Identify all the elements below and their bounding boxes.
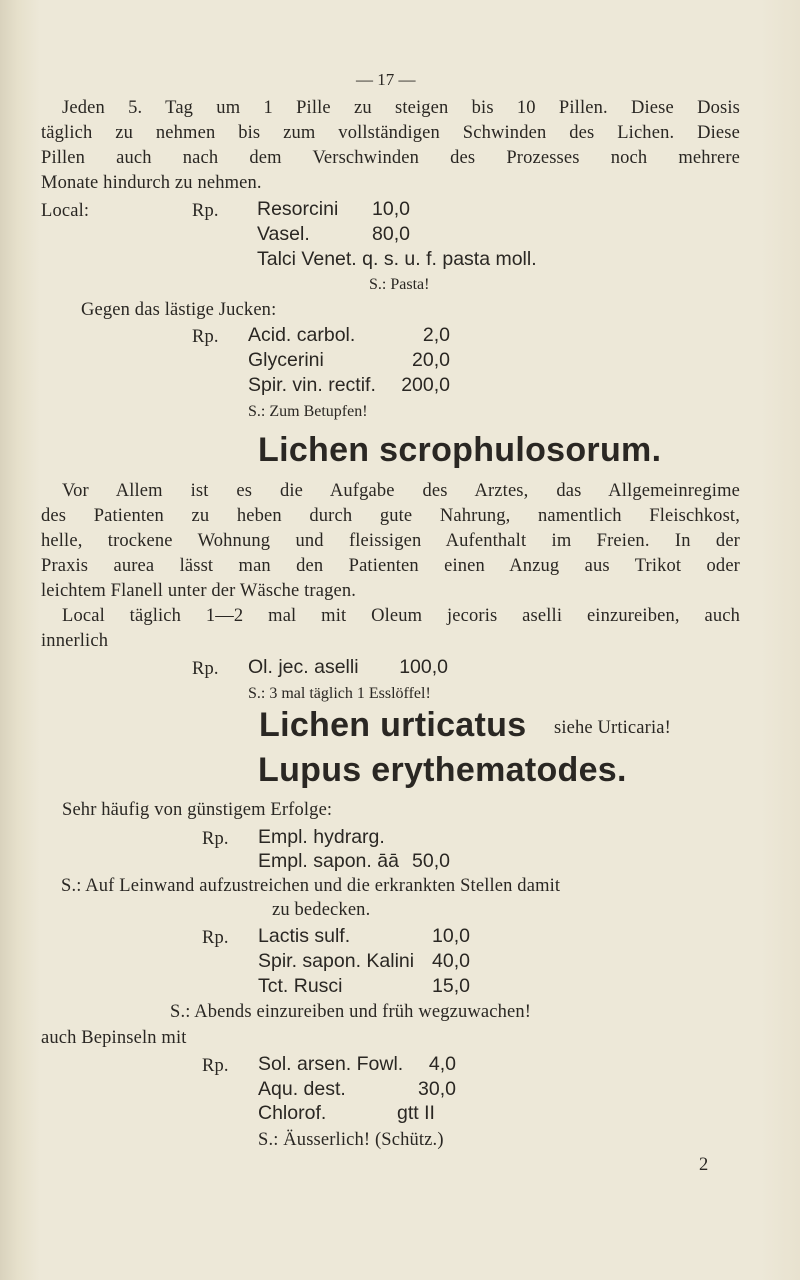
- rx1-item-amount: 10,0: [372, 198, 410, 220]
- intro-line-2: täglich zu nehmen bis zum vollständigen Schwinden des Lichen. Diese: [41, 123, 740, 143]
- rx2-item-name: Spir. vin. rectif.: [248, 374, 376, 396]
- rx4-item-name: Empl. hydrarg.: [258, 826, 385, 848]
- rx5-item-amount: 40,0: [432, 950, 470, 972]
- local-label: Local:: [41, 201, 90, 221]
- auch-line: auch Bepinseln mit: [41, 1028, 187, 1048]
- rx3-sig: S.: 3 mal täglich 1 Esslöffel!: [248, 685, 431, 702]
- rx5-sig: S.: Abends einzureiben und früh wegzuwachen!: [170, 1002, 532, 1022]
- rx5-item-name: Tct. Rusci: [258, 975, 343, 997]
- para3-line-2: innerlich: [41, 631, 109, 651]
- rx5-item-name: Spir. sapon. Kalini: [258, 950, 415, 972]
- rx6-item-name: Aqu. dest.: [258, 1078, 346, 1100]
- rx5-item-amount: 15,0: [432, 975, 470, 997]
- rx2-item-amount: 200,0: [401, 374, 450, 396]
- rx5-item-name: Lactis sulf.: [258, 925, 351, 947]
- rx6-sig: S.: Äusserlich! (Schütz.): [258, 1130, 444, 1150]
- para2-line-4: Praxis aurea lässt man den Patienten einen Anzug aus Trikot oder: [41, 556, 740, 576]
- rx3-rp: Rp.: [192, 659, 219, 679]
- rx6-rp: Rp.: [202, 1056, 229, 1076]
- rx1-item-name: Resorcini: [257, 198, 339, 220]
- heading-lichen-urticatus: Lichen urticatus: [259, 706, 527, 744]
- rx5-rp: Rp.: [202, 928, 229, 948]
- rx4-item-name: Empl. sapon. āā: [258, 850, 399, 872]
- intro-line-1: Jeden 5. Tag um 1 Pille zu steigen bis 10 Pillen. Diese Dosis: [62, 98, 740, 118]
- rx4-rp: Rp.: [202, 829, 229, 849]
- rx1-item-name: Vasel.: [257, 223, 310, 245]
- rx6-item-amount: gtt II: [397, 1102, 435, 1124]
- rx2-item-name: Glycerini: [248, 349, 324, 371]
- rx6-item-amount: 30,0: [418, 1078, 456, 1100]
- para3-line-1: Local täglich 1—2 mal mit Oleum jecoris aselli einzureiben, auch: [62, 606, 740, 626]
- rx3-item-name: Ol. jec. aselli: [248, 656, 359, 678]
- heading-lupus-erythematodes: Lupus erythematodes.: [258, 751, 627, 789]
- rx4-sig-line-2: zu bedecken.: [272, 900, 371, 920]
- rx3-item-amount: 100,0: [399, 656, 448, 678]
- rx6-item-amount: 4,0: [428, 1053, 456, 1075]
- intro-line-3: Pillen auch nach dem Verschwinden des Prozesses noch mehrere: [41, 148, 740, 168]
- rx4-sig-line-1: S.: Auf Leinwand aufzustreichen und die erkrankten Stellen damit: [61, 876, 561, 896]
- intro-line-4: Monate hindurch zu nehmen.: [41, 173, 262, 193]
- para2-line-3: helle, trockene Wohnung und fleissigen Aufenthalt im Freien. In der: [41, 531, 740, 551]
- rx6-item-name: Chlorof.: [258, 1102, 327, 1124]
- rx2-sig: S.: Zum Betupfen!: [248, 403, 368, 420]
- para2-line-5: leichtem Flanell unter der Wäsche tragen.: [41, 581, 357, 601]
- rx2-item-name: Acid. carbol.: [248, 324, 356, 346]
- rx1-item-amount: 80,0: [372, 223, 410, 245]
- rx1-rp: Rp.: [192, 201, 219, 221]
- signature-mark: 2: [699, 1155, 709, 1175]
- heading-lichen-urticatus-note: siehe Urticaria!: [554, 718, 671, 738]
- rx4-item-amount: 50,0: [412, 850, 450, 872]
- rx2-rp: Rp.: [192, 327, 219, 347]
- rx6-item-name: Sol. arsen. Fowl.: [258, 1053, 404, 1075]
- sehr-line: Sehr häufig von günstigem Erfolge:: [62, 800, 333, 820]
- rx1-item-name: Talci Venet. q. s. u. f. pasta moll.: [257, 248, 537, 270]
- rx1-sig: S.: Pasta!: [369, 276, 430, 293]
- gegen-line: Gegen das lästige Jucken:: [81, 300, 277, 320]
- rx2-item-amount: 2,0: [422, 324, 450, 346]
- para2-line-1: Vor Allem ist es die Aufgabe des Arztes, das Allgemeinregime: [62, 481, 740, 501]
- heading-lichen-scrophulosorum: Lichen scrophulosorum.: [258, 431, 662, 469]
- rx5-item-amount: 10,0: [432, 925, 470, 947]
- para2-line-2: des Patienten zu heben durch gute Nahrung, namentlich Fleischkost,: [41, 506, 740, 526]
- page-number: — 17 —: [356, 70, 416, 89]
- rx2-item-amount: 20,0: [412, 349, 450, 371]
